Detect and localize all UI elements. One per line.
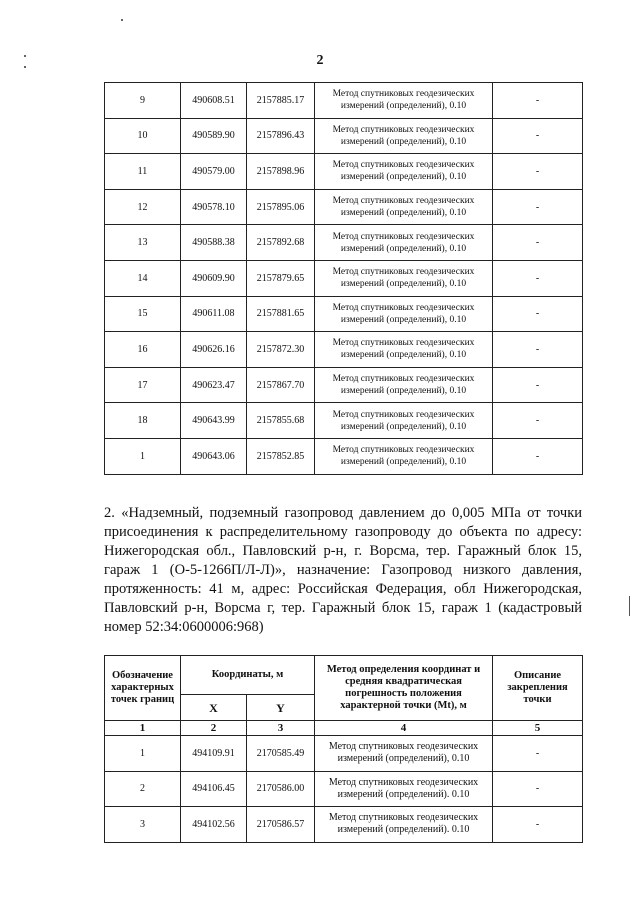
x-coordinate-cell: 490608.51 xyxy=(181,83,247,119)
coordinates-table-object-2 xyxy=(104,655,583,843)
object-description-text: 2. «Надземный, подземный газопровод давлением до 0,005 МПа от точки присоединения к распределительному газопроводу до объекта по адресу: Нижегородская обл., Павловский р-н, г. Ворсма, тер. Гаражный блок 15, гараж 1 (О-5-1266П/Л-Л)», назначение: Газопровод низкого давления, протяженность: 41 м, адрес: Российская Федерация, обл Нижегородская, Павловский р-н, Ворсма г, тер. Гаражный блок 15, гараж 1 (кадастровый номер 52:34:0600006:968) xyxy=(104,505,582,635)
x-coordinate-cell: 490579.00 xyxy=(181,154,247,190)
table-row xyxy=(105,807,583,843)
column-number: 4 xyxy=(315,721,493,736)
scan-speck xyxy=(121,19,123,21)
table-row xyxy=(105,118,583,154)
object-description-paragraph xyxy=(104,504,582,637)
table-row xyxy=(105,260,583,296)
coordinates-table-continued xyxy=(104,82,583,475)
description-cell: - xyxy=(493,403,583,439)
x-coordinate-cell: 490643.99 xyxy=(181,403,247,439)
header-y: Y xyxy=(247,695,315,721)
method-cell: Метод спутниковых геодезических измерений (определений), 0.10 xyxy=(315,154,493,190)
method-cell: Метод спутниковых геодезических измерений (определений), 0.10 xyxy=(315,332,493,368)
method-cell: Метод спутниковых геодезических измерений (определений), 0.10 xyxy=(315,260,493,296)
y-coordinate-cell: 2157885.17 xyxy=(247,83,315,119)
column-number: 3 xyxy=(247,721,315,736)
y-coordinate-cell: 2157855.68 xyxy=(247,403,315,439)
table-row xyxy=(105,332,583,368)
description-cell: - xyxy=(493,736,583,772)
x-coordinate-cell: 494109.91 xyxy=(181,736,247,772)
x-coordinate-cell: 490611.08 xyxy=(181,296,247,332)
header-coordinates: Координаты, м xyxy=(181,656,315,695)
description-cell: - xyxy=(493,296,583,332)
point-number-cell: 15 xyxy=(105,296,181,332)
description-cell: - xyxy=(493,225,583,261)
description-cell: - xyxy=(493,438,583,474)
point-number-cell: 2 xyxy=(105,771,181,807)
y-coordinate-cell: 2170586.00 xyxy=(247,771,315,807)
description-cell: - xyxy=(493,154,583,190)
y-coordinate-cell: 2157892.68 xyxy=(247,225,315,261)
point-number-cell: 12 xyxy=(105,189,181,225)
point-number-cell: 10 xyxy=(105,118,181,154)
description-cell: - xyxy=(493,771,583,807)
method-cell: Метод спутниковых геодезических измерений (определений), 0.10 xyxy=(315,225,493,261)
y-coordinate-cell: 2157852.85 xyxy=(247,438,315,474)
scan-edge-mark xyxy=(629,596,630,616)
table-row xyxy=(105,367,583,403)
point-number-cell: 18 xyxy=(105,403,181,439)
table-row xyxy=(105,736,583,772)
y-coordinate-cell: 2157879.65 xyxy=(247,260,315,296)
point-number-cell: 16 xyxy=(105,332,181,368)
x-coordinate-cell: 490643.06 xyxy=(181,438,247,474)
description-cell: - xyxy=(493,332,583,368)
description-cell: - xyxy=(493,367,583,403)
method-cell: Метод спутниковых геодезических измерений (определений), 0.10 xyxy=(315,736,493,772)
point-number-cell: 1 xyxy=(105,438,181,474)
header-method: Метод определения координат и средняя квадратическая погрешность положения характерной точки (Mt), м xyxy=(315,656,493,721)
y-coordinate-cell: 2157898.96 xyxy=(247,154,315,190)
table-row xyxy=(105,403,583,439)
x-coordinate-cell: 490588.38 xyxy=(181,225,247,261)
method-cell: Метод спутниковых геодезических измерений (определений). 0.10 xyxy=(315,807,493,843)
description-cell: - xyxy=(493,83,583,119)
y-coordinate-cell: 2157881.65 xyxy=(247,296,315,332)
x-coordinate-cell: 490623.47 xyxy=(181,367,247,403)
method-cell: Метод спутниковых геодезических измерений (определений), 0.10 xyxy=(315,438,493,474)
x-coordinate-cell: 490578.10 xyxy=(181,189,247,225)
description-cell: - xyxy=(493,260,583,296)
method-cell: Метод спутниковых геодезических измерений (определений), 0.10 xyxy=(315,189,493,225)
method-cell: Метод спутниковых геодезических измерений (определений), 0.10 xyxy=(315,83,493,119)
x-coordinate-cell: 494106.45 xyxy=(181,771,247,807)
description-cell: - xyxy=(493,118,583,154)
x-coordinate-cell: 490626.16 xyxy=(181,332,247,368)
header-point: Обозначение характерных точек границ xyxy=(105,656,181,721)
point-number-cell: 3 xyxy=(105,807,181,843)
point-number-cell: 14 xyxy=(105,260,181,296)
table-row xyxy=(105,296,583,332)
y-coordinate-cell: 2157895.06 xyxy=(247,189,315,225)
point-number-cell: 11 xyxy=(105,154,181,190)
y-coordinate-cell: 2157872.30 xyxy=(247,332,315,368)
page-number: 2 xyxy=(316,53,324,68)
table-row xyxy=(105,154,583,190)
header-x: X xyxy=(181,695,247,721)
x-coordinate-cell: 494102.56 xyxy=(181,807,247,843)
table-row xyxy=(105,189,583,225)
method-cell: Метод спутниковых геодезических измерений (определений), 0.10 xyxy=(315,118,493,154)
point-number-cell: 13 xyxy=(105,225,181,261)
description-cell: - xyxy=(493,189,583,225)
table-row xyxy=(105,83,583,119)
header-description: Описание закрепления точки xyxy=(493,656,583,721)
column-number: 2 xyxy=(181,721,247,736)
y-coordinate-cell: 2170586.57 xyxy=(247,807,315,843)
description-cell: - xyxy=(493,807,583,843)
column-number: 1 xyxy=(105,721,181,736)
method-cell: Метод спутниковых геодезических измерений (определений), 0.10 xyxy=(315,403,493,439)
method-cell: Метод спутниковых геодезических измерений (определений), 0.10 xyxy=(315,296,493,332)
table-row xyxy=(105,225,583,261)
table-row xyxy=(105,771,583,807)
y-coordinate-cell: 2157896.43 xyxy=(247,118,315,154)
x-coordinate-cell: 490609.90 xyxy=(181,260,247,296)
x-coordinate-cell: 490589.90 xyxy=(181,118,247,154)
table-row xyxy=(105,438,583,474)
method-cell: Метод спутниковых геодезических измерений (определений). 0.10 xyxy=(315,771,493,807)
point-number-cell: 9 xyxy=(105,83,181,119)
y-coordinate-cell: 2157867.70 xyxy=(247,367,315,403)
point-number-cell: 17 xyxy=(105,367,181,403)
y-coordinate-cell: 2170585.49 xyxy=(247,736,315,772)
point-number-cell: 1 xyxy=(105,736,181,772)
method-cell: Метод спутниковых геодезических измерений (определений), 0.10 xyxy=(315,367,493,403)
column-number: 5 xyxy=(493,721,583,736)
